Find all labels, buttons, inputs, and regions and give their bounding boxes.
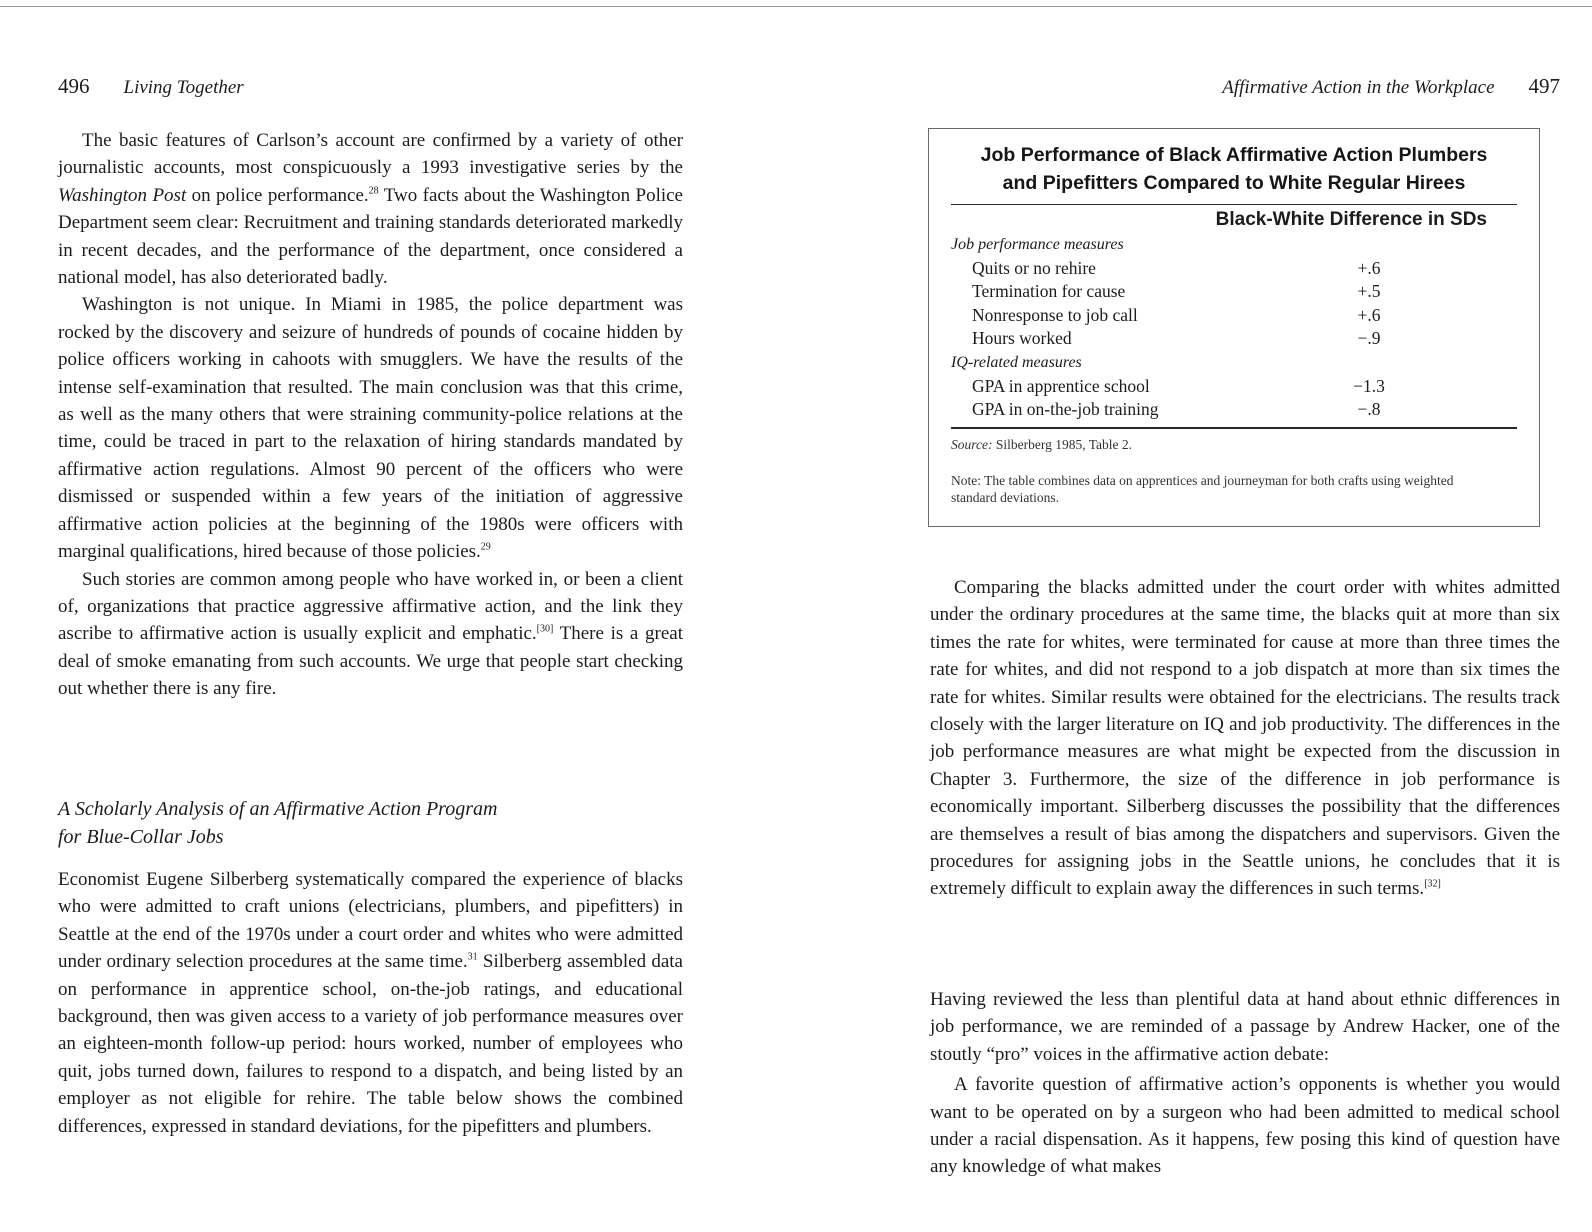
table-row: Job performance measures [951,236,1124,253]
left-page-number: 496 [58,74,90,98]
table-row: GPA in apprentice school −1.3 [972,375,1385,396]
left-paragraph-3: Such stories are common among people who have worked in, or been a client of, organizations that practice aggressive affirmative action, and the link they ascribe to affirmative action is usually explicit and emphatic.[30] There is a great deal of smoke emanating from such accounts. We urge that people start checking out whether there is any fire. [58,568,683,700]
block-quote: A favorite question of affirmative action’s opponents is whether you would want to be operated on by a surgeon who had been admitted to medical school under a racial dispensation. As it happens, few posing this kind of question have any knowledge of what makes [930,1074,1560,1178]
section-heading [58,795,497,851]
right-running-head [1222,74,1560,99]
table-rule-bottom [951,427,1517,429]
table-row: Quits or no rehire +.6 [972,257,1381,278]
footnote-28: 28 [368,185,379,197]
left-body-lower [58,866,683,1140]
left-running-head [58,74,244,99]
right-paragraph-1: Comparing the blacks admitted under the court order with whites admitted under the ordinary procedures at the same time, the blacks quit at more than six times the rate for whites, were terminated for cause at more than three times the rate for whites, and did not respond to a job dispatch at more than six times the rate for whites. Similar results were obtained for the electricians. The results track closely with the larger literature on IQ and job productivity. The differences in the job performance measures are what might be expected from the discussion in Chapter 3. Furthermore, the size of the difference in job performance is economically important. Silberberg discusses the possibility that the differences are themselves a result of bias among the dispatchers and supervisors. Given the procedures for assigning jobs in the Seattle unions, he concludes that it is extremely difficult to explain away the differences in such terms.[32] [930,577,1560,900]
scan-top-edge [0,6,1592,7]
left-paragraph-1: The basic features of Carlson’s account are confirmed by a variety of other journalistic accounts, most conspicuously a 1993 investigative series by the Washington Post on police performance.$^{28}$ Two facts about the Washington Police Department seem clear: Recruitment and training standards deteriorated markedly in recent decades, and the performance of the department, once considered a national model, has also deteriorated badly. [58,130,683,289]
section-heading-line-1: A Scholarly Analysis of an Affirmative Action Program [58,798,498,820]
table-row: Termination for cause +.5 [972,281,1381,302]
left-paragraph-4: Economist Eugene Silberberg systematically compared the experience of blacks who were admitted to craft unions (electricians, plumbers, and pipefitters) in Seattle at the end of the 1970s under a court order and whites who were admitted under ordinary selection procedures at the same time.$^{31}$ Silberberg assembled data on performance in apprentice school, on-the-job ratings, and educational background, then was given access to a variety of job performance measures over an eighteen-month follow-up period: hours worked, number of employees who quit, jobs turned down, failures to respond to a dispatch, and being listed by an employer as not eligible for rehire. The table below shows the combined differences, expressed in standard deviations, for the pipefitters and plumbers. [58,869,683,1137]
table-body [951,233,1517,422]
right-body-lower [930,986,1560,1181]
table-source: Source: Silberberg 1985, Table 2. [951,437,1133,452]
table-column-header: Black-White Difference in SDs [1215,209,1487,230]
table-row: Hours worked −.9 [972,328,1381,349]
footnote-31: 31 [467,951,478,963]
right-running-title: Affirmative Action in the Workplace [1222,77,1495,98]
section-heading-line-2: for Blue-Collar Jobs [58,826,224,848]
footnote-29: 29 [480,541,491,553]
table-rule-top [951,204,1517,205]
right-paragraph-2: Having reviewed the less than plentiful data at hand about ethnic differences in job performance, we are reminded of a passage by Andrew Hacker, one of the stoutly “pro” voices in the affirmative action debate: [930,989,1560,1065]
left-running-title: Living Together [123,77,244,98]
footnote-30: [30] [536,623,554,635]
table-row: Nonresponse to job call +.6 [972,304,1381,325]
table-note: Note: The table combines data on apprentices and journeyman for both crafts using weighted standard deviations. [951,473,1454,505]
left-paragraph-2: Washington is not unique. In Miami in 1985, the police department was rocked by the discovery and seizure of hundreds of pounds of cocaine hidden by police officers working in cahoots with smugglers. We have the results of the intense self-examination that resulted. The main conclusion was that this crime, as well as the many others that were straining community-police relations at the time, could be traced in part to the relaxation of hiring standards mandated by affirmative action regulations. Almost 90 percent of the officers who were dismissed or suspended within a few years of the initiation of aggressive affirmative action policies at the beginning of the 1980s were officers with marginal qualifications, hired because of those policies.$^{29}$ [58,294,683,563]
table-title: Job Performance of Black Affirmative Action Plumbers and Pipefitters Compared to White Regular Hirees [980,144,1488,194]
table-row: GPA in on-the-job training −.8 [972,399,1381,420]
footnote-32: [32] [1424,879,1441,891]
job-performance-table [928,128,1540,527]
table-row: IQ-related measures [951,353,1082,371]
right-page-number: 497 [1528,74,1560,98]
left-body-upper [58,127,683,703]
right-body-upper [930,574,1560,903]
